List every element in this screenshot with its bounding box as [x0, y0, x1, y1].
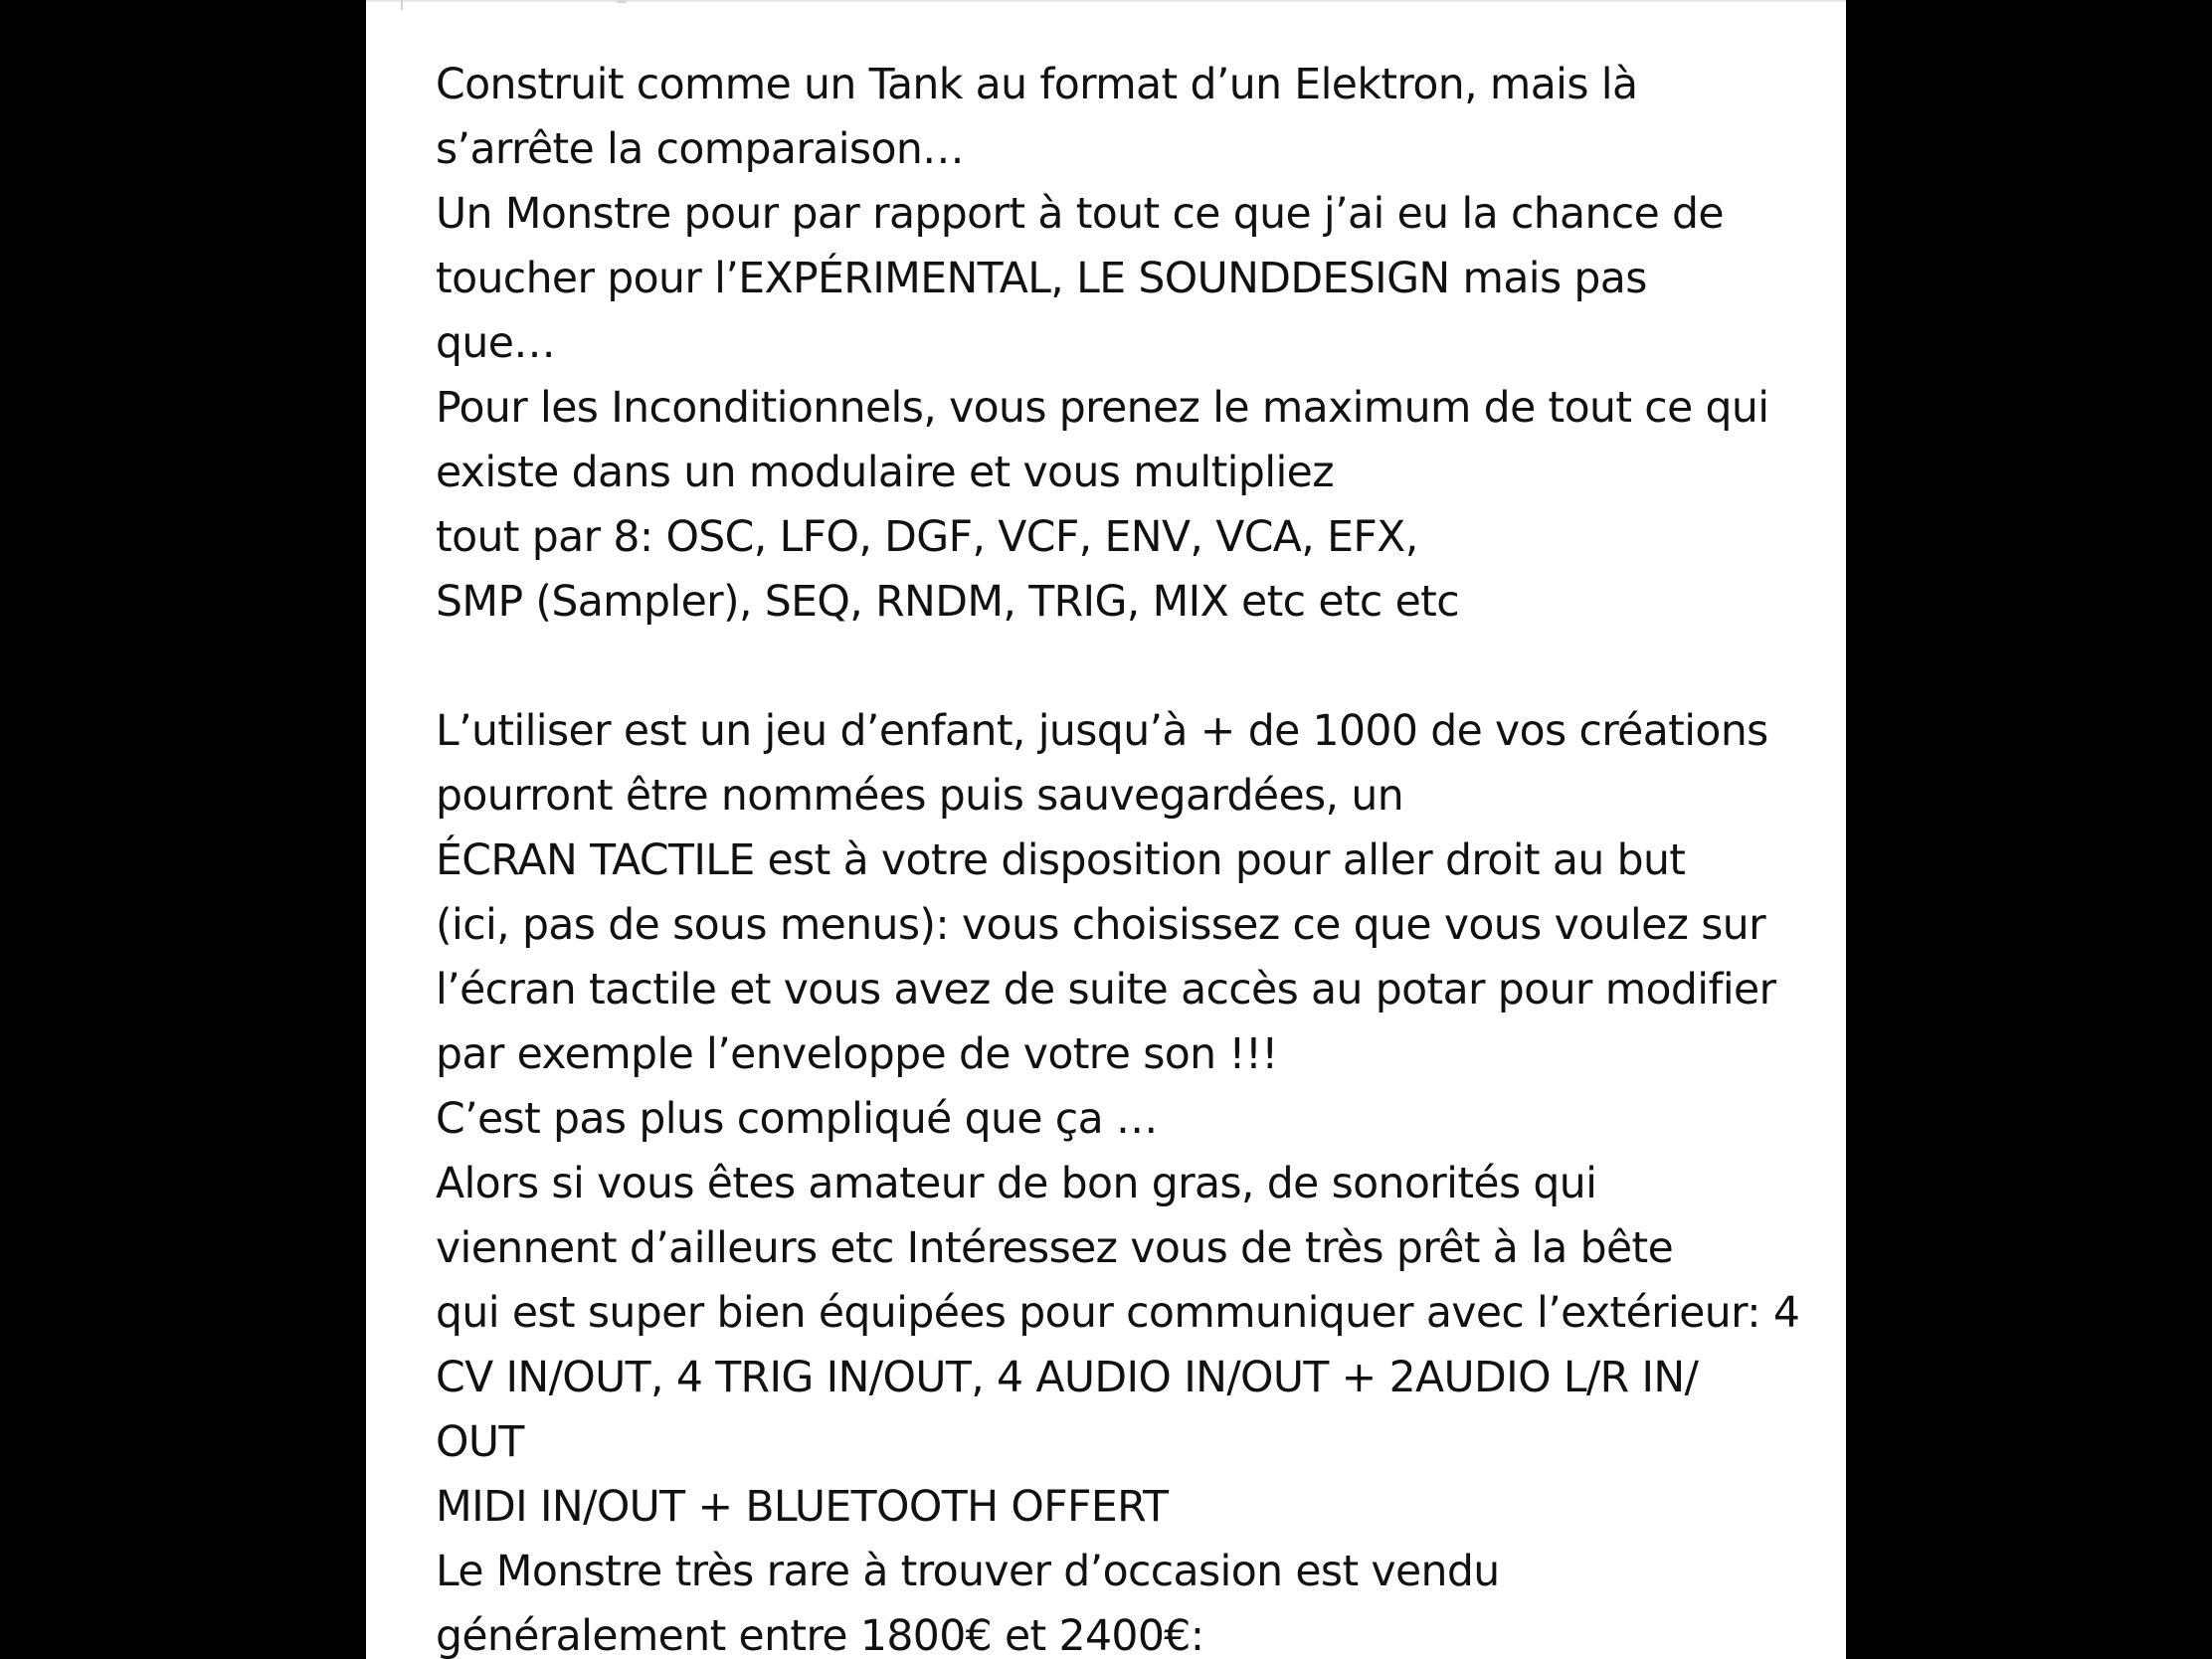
post-line: L’utiliser est un jeu d’enfant, jusqu’à + de 1000 de vos créations [436, 707, 1768, 756]
post-line: (ici, pas de sous menus): vous choisissez ce que vous voulez sur [436, 901, 1765, 950]
post-line: l’écran tactile et vous avez de suite accès au potar pour modifier [436, 966, 1776, 1014]
post-line: viennent d’ailleurs etc Intéressez vous de très prêt à la bête [436, 1224, 1674, 1273]
post-line: SMP (Sampler), SEQ, RNDM, TRIG, MIX etc etc etc [436, 578, 1459, 627]
cropped-header-mark [617, 0, 627, 3]
paragraph-gap [436, 635, 1828, 699]
post-line: Construit comme un Tank au format d’un Elektron, mais là [436, 61, 1638, 109]
post-line: Le Monstre très rare à trouver d’occasion est vendu [436, 1548, 1500, 1596]
post-line: généralement entre 1800€ et 2400€: [436, 1612, 1204, 1659]
post-line: existe dans un modulaire et vous multipliez [436, 449, 1334, 497]
post-line: C’est pas plus compliqué que ça … [436, 1095, 1158, 1144]
post-line: ÉCRAN TACTILE est à votre disposition pour aller droit au but [436, 836, 1686, 885]
post-line: toucher pour l’EXPÉRIMENTAL, LE SOUNDDESIGN mais pas [436, 255, 1647, 303]
post-line: Alors si vous êtes amateur de bon gras, de sonorités qui [436, 1160, 1597, 1208]
post-line: Pour les Inconditionnels, vous prenez le maximum de tout ce qui [436, 384, 1769, 433]
post-line: s’arrête la comparaison… [436, 125, 965, 174]
post-line: MIDI IN/OUT + BLUETOOTH OFFERT [436, 1483, 1169, 1532]
post-body-text [436, 53, 1828, 1659]
post-line: tout par 8: OSC, LFO, DGF, VCF, ENV, VCA, EFX, [436, 513, 1418, 562]
post-line: par exemple l’enveloppe de votre son !!! [436, 1030, 1278, 1079]
thread-line [401, 0, 403, 10]
post-line: qui est super bien équipées pour communiquer avec l’extérieur: 4 [436, 1289, 1800, 1338]
post-line: Un Monstre pour par rapport à tout ce que j’ai eu la chance de [436, 190, 1724, 239]
post-panel [366, 0, 1846, 1659]
post-line: OUT [436, 1418, 524, 1467]
top-divider [366, 0, 1846, 2]
post-line: que… [436, 319, 556, 368]
post-line: pourront être nommées puis sauvegardées, un [436, 772, 1404, 821]
post-line: CV IN/OUT, 4 TRIG IN/OUT, 4 AUDIO IN/OUT + 2AUDIO L/R IN/ [436, 1354, 1699, 1402]
